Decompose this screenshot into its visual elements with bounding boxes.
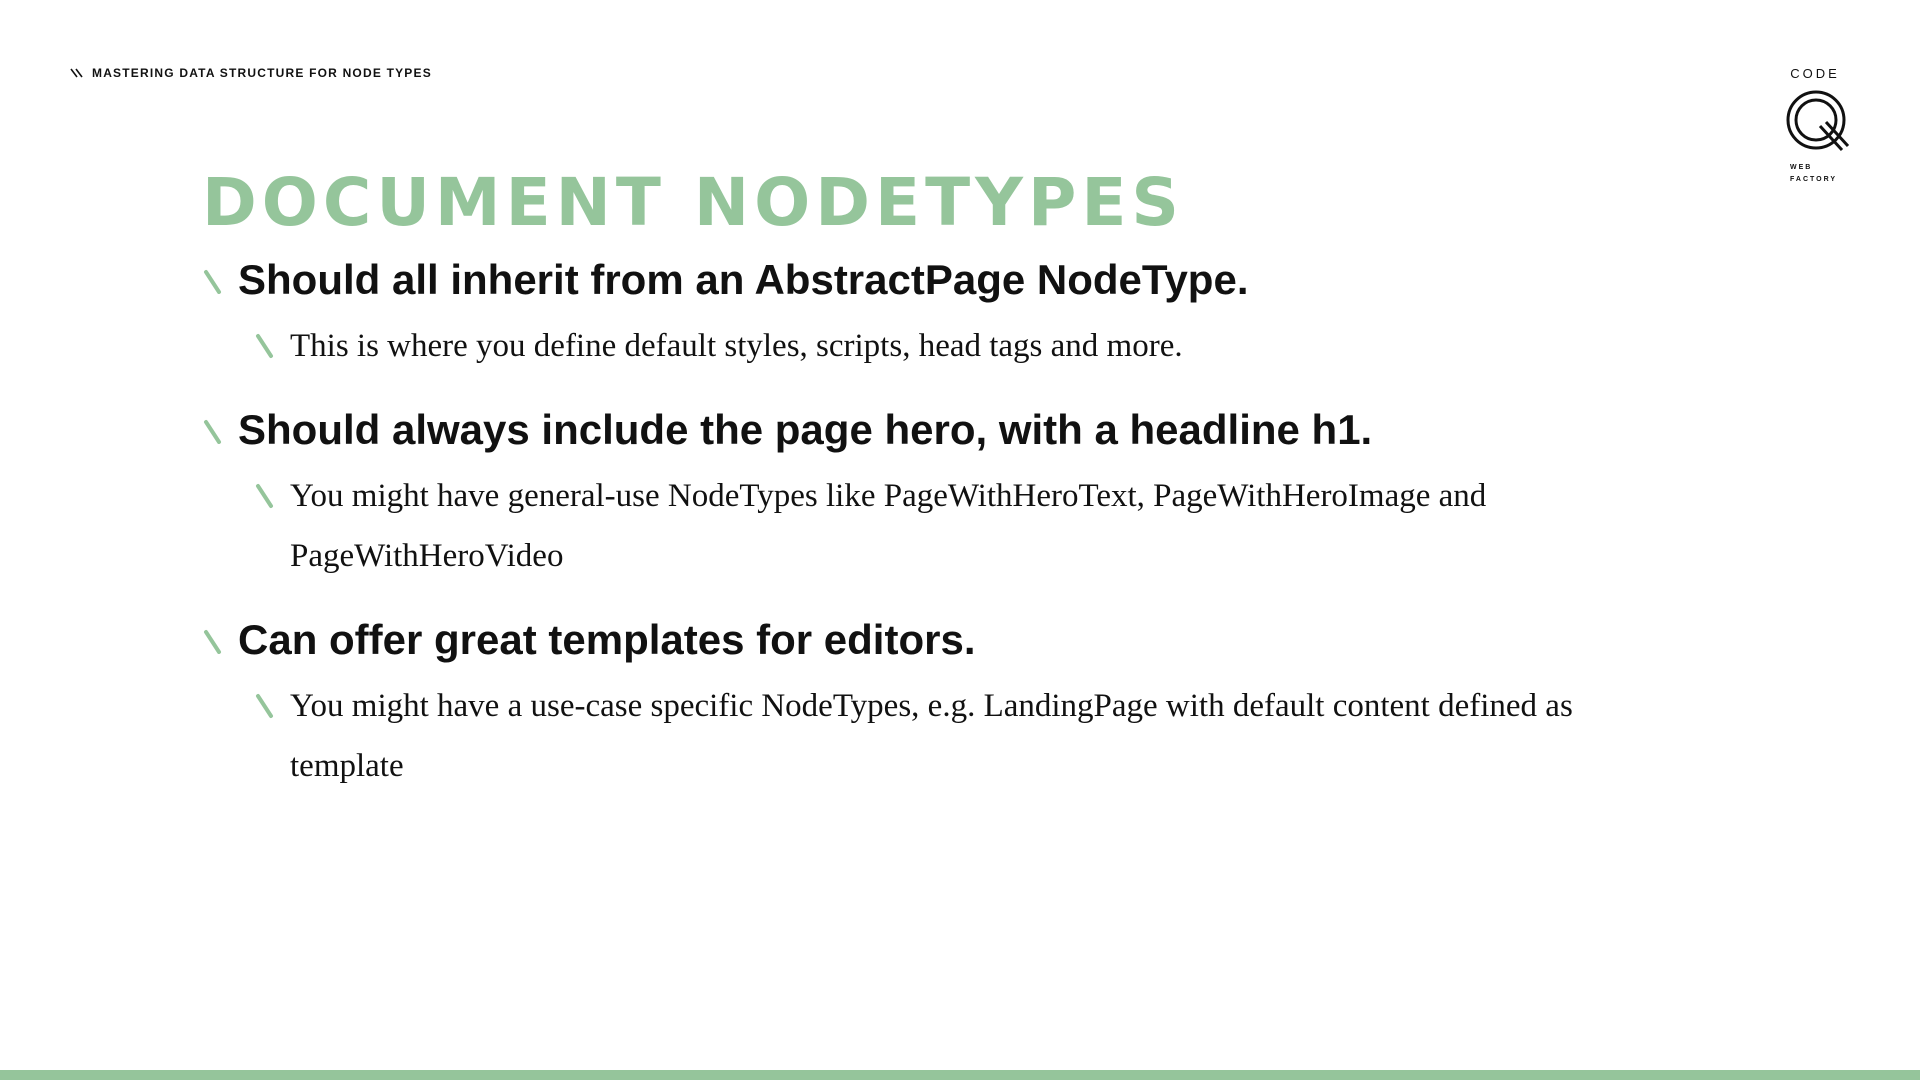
header-label — [70, 66, 432, 80]
bullet-main — [202, 250, 1882, 310]
double-slash-icon — [70, 68, 84, 78]
slash-bullet-icon — [254, 332, 276, 360]
slash-bullet-icon — [254, 482, 276, 510]
bullet-sub-text: You might have general-use NodeTypes like PageWithHeroText, PageWithHeroImage and PageWithHeroVideo — [290, 478, 1487, 574]
header-label-text: MASTERING DATA STRUCTURE FOR NODE TYPES — [92, 66, 432, 80]
logo-word-factory: FACTORY — [1790, 176, 1838, 183]
company-logo — [1772, 66, 1862, 186]
q-logo-icon — [1784, 88, 1854, 158]
bullet-sub-text: You might have a use-case specific NodeTypes, e.g. LandingPage with default content defined as template — [290, 688, 1573, 784]
bullet-main — [202, 610, 1882, 670]
bullet-sub — [254, 676, 1882, 796]
bullet-item — [202, 250, 1882, 376]
page-title: DOCUMENT NODETYPES — [202, 164, 1184, 241]
bullet-sub — [254, 466, 1882, 586]
logo-word-bottom — [1790, 162, 1837, 186]
slash-bullet-icon — [202, 626, 224, 654]
logo-word-web: WEB — [1790, 164, 1813, 171]
bullet-list — [202, 250, 1882, 820]
logo-word-top: CODE — [1790, 66, 1840, 81]
footer-accent-bar — [0, 1070, 1920, 1080]
slash-bullet-icon — [254, 692, 276, 720]
bullet-sub — [254, 316, 1882, 376]
slash-bullet-icon — [202, 266, 224, 294]
bullet-item — [202, 610, 1882, 796]
bullet-text: Can offer great templates for editors. — [238, 616, 976, 663]
bullet-sub-text: This is where you define default styles, scripts, head tags and more. — [290, 328, 1183, 364]
bullet-text: Should always include the page hero, with a headline h1. — [238, 406, 1373, 453]
bullet-text: Should all inherit from an AbstractPage NodeType. — [238, 256, 1249, 303]
bullet-item — [202, 400, 1882, 586]
bullet-main — [202, 400, 1882, 460]
slash-bullet-icon — [202, 416, 224, 444]
